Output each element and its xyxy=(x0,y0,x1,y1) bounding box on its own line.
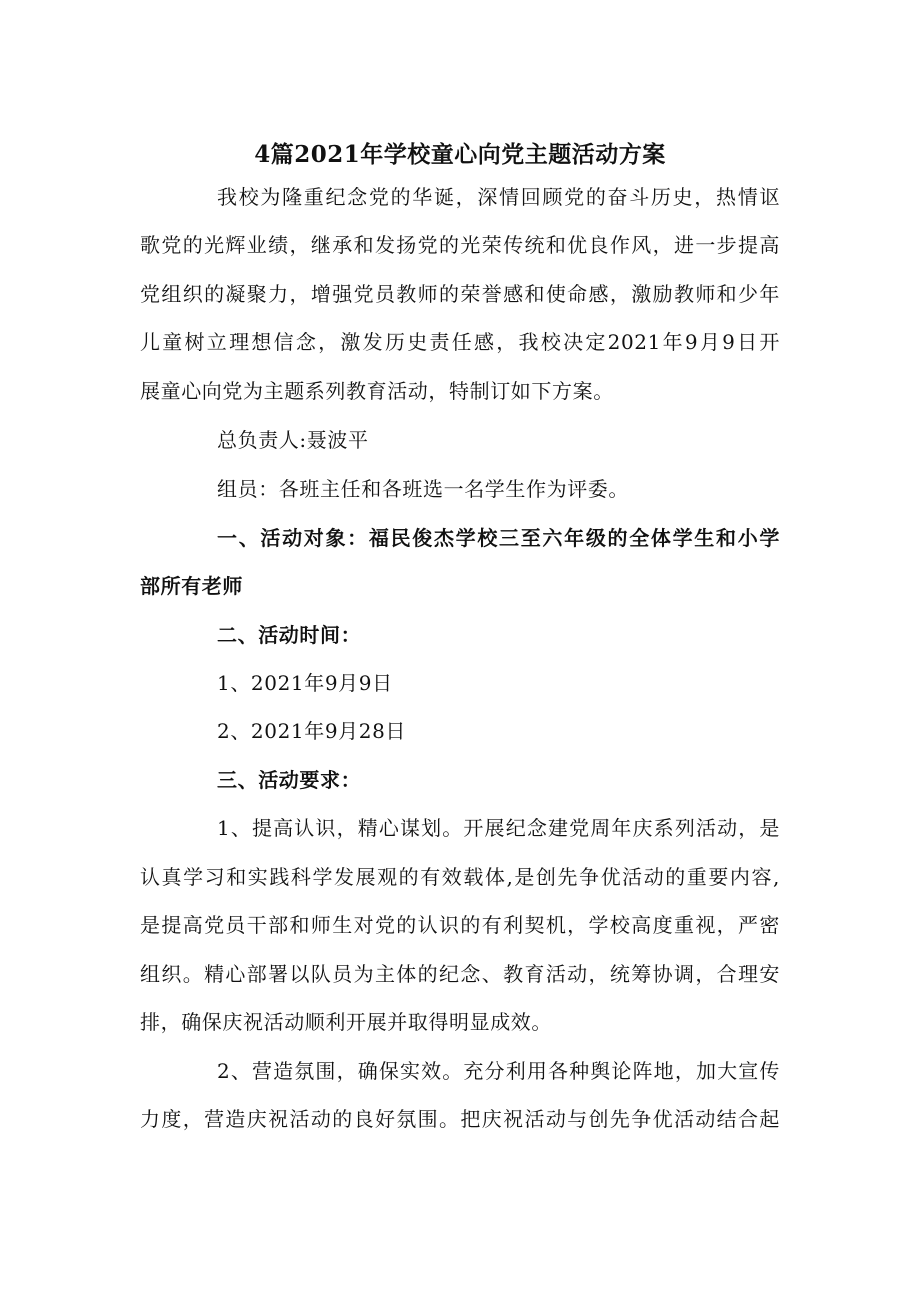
section1-heading: 一、活动对象：福民俊杰学校三至六年级的全体学生和小学 xyxy=(217,526,780,550)
intro-line: 儿童树立理想信念，激发历史责任感，我校决定2021年9月9日开 xyxy=(140,330,780,354)
requirement1-line: 组织。精心部署以队员为主体的纪念、教育活动，统筹协调，合理安 xyxy=(140,962,780,986)
members-line: 组员：各班主任和各班选一名学生作为评委。 xyxy=(217,477,629,501)
requirement1-line: 1、提高认识，精心谋划。开展纪念建党周年庆系列活动，是 xyxy=(217,816,780,840)
date-item: 2、2021年9月28日 xyxy=(217,719,406,743)
requirement1-line: 认真学习和实践科学发展观的有效载体,是创先争优活动的重要内容, xyxy=(140,865,780,889)
requirement2-line: 2、营造氛围，确保实效。充分利用各种舆论阵地，加大宣传 xyxy=(217,1059,780,1083)
requirement1-line: 排，确保庆祝活动顺利开展并取得明显成效。 xyxy=(140,1010,552,1034)
section2-heading: 二、活动时间： xyxy=(217,623,362,647)
document-title: 4篇2021年学校童心向党主题活动方案 xyxy=(254,141,666,168)
section3-heading: 三、活动要求： xyxy=(217,768,362,792)
requirement2-line: 力度，营造庆祝活动的良好氛围。把庆祝活动与创先争优活动结合起 xyxy=(140,1107,780,1131)
requirement1-line: 是提高党员干部和师生对党的认识的有利契机，学校高度重视，严密 xyxy=(140,913,780,937)
section1-continuation: 部所有老师 xyxy=(140,574,243,598)
intro-line: 党组织的凝聚力，增强党员教师的荣誉感和使命感，激励教师和少年 xyxy=(140,282,780,306)
intro-line: 展童心向党为主题系列教育活动，特制订如下方案。 xyxy=(140,379,614,403)
intro-line: 我校为隆重纪念党的华诞，深情回顾党的奋斗历史，热情讴 xyxy=(217,185,780,209)
leader-line: 总负责人:聂波平 xyxy=(217,428,369,452)
date-item: 1、2021年9月9日 xyxy=(217,671,393,695)
intro-line: 歌党的光辉业绩，继承和发扬党的光荣传统和优良作风，进一步提高 xyxy=(140,233,780,257)
